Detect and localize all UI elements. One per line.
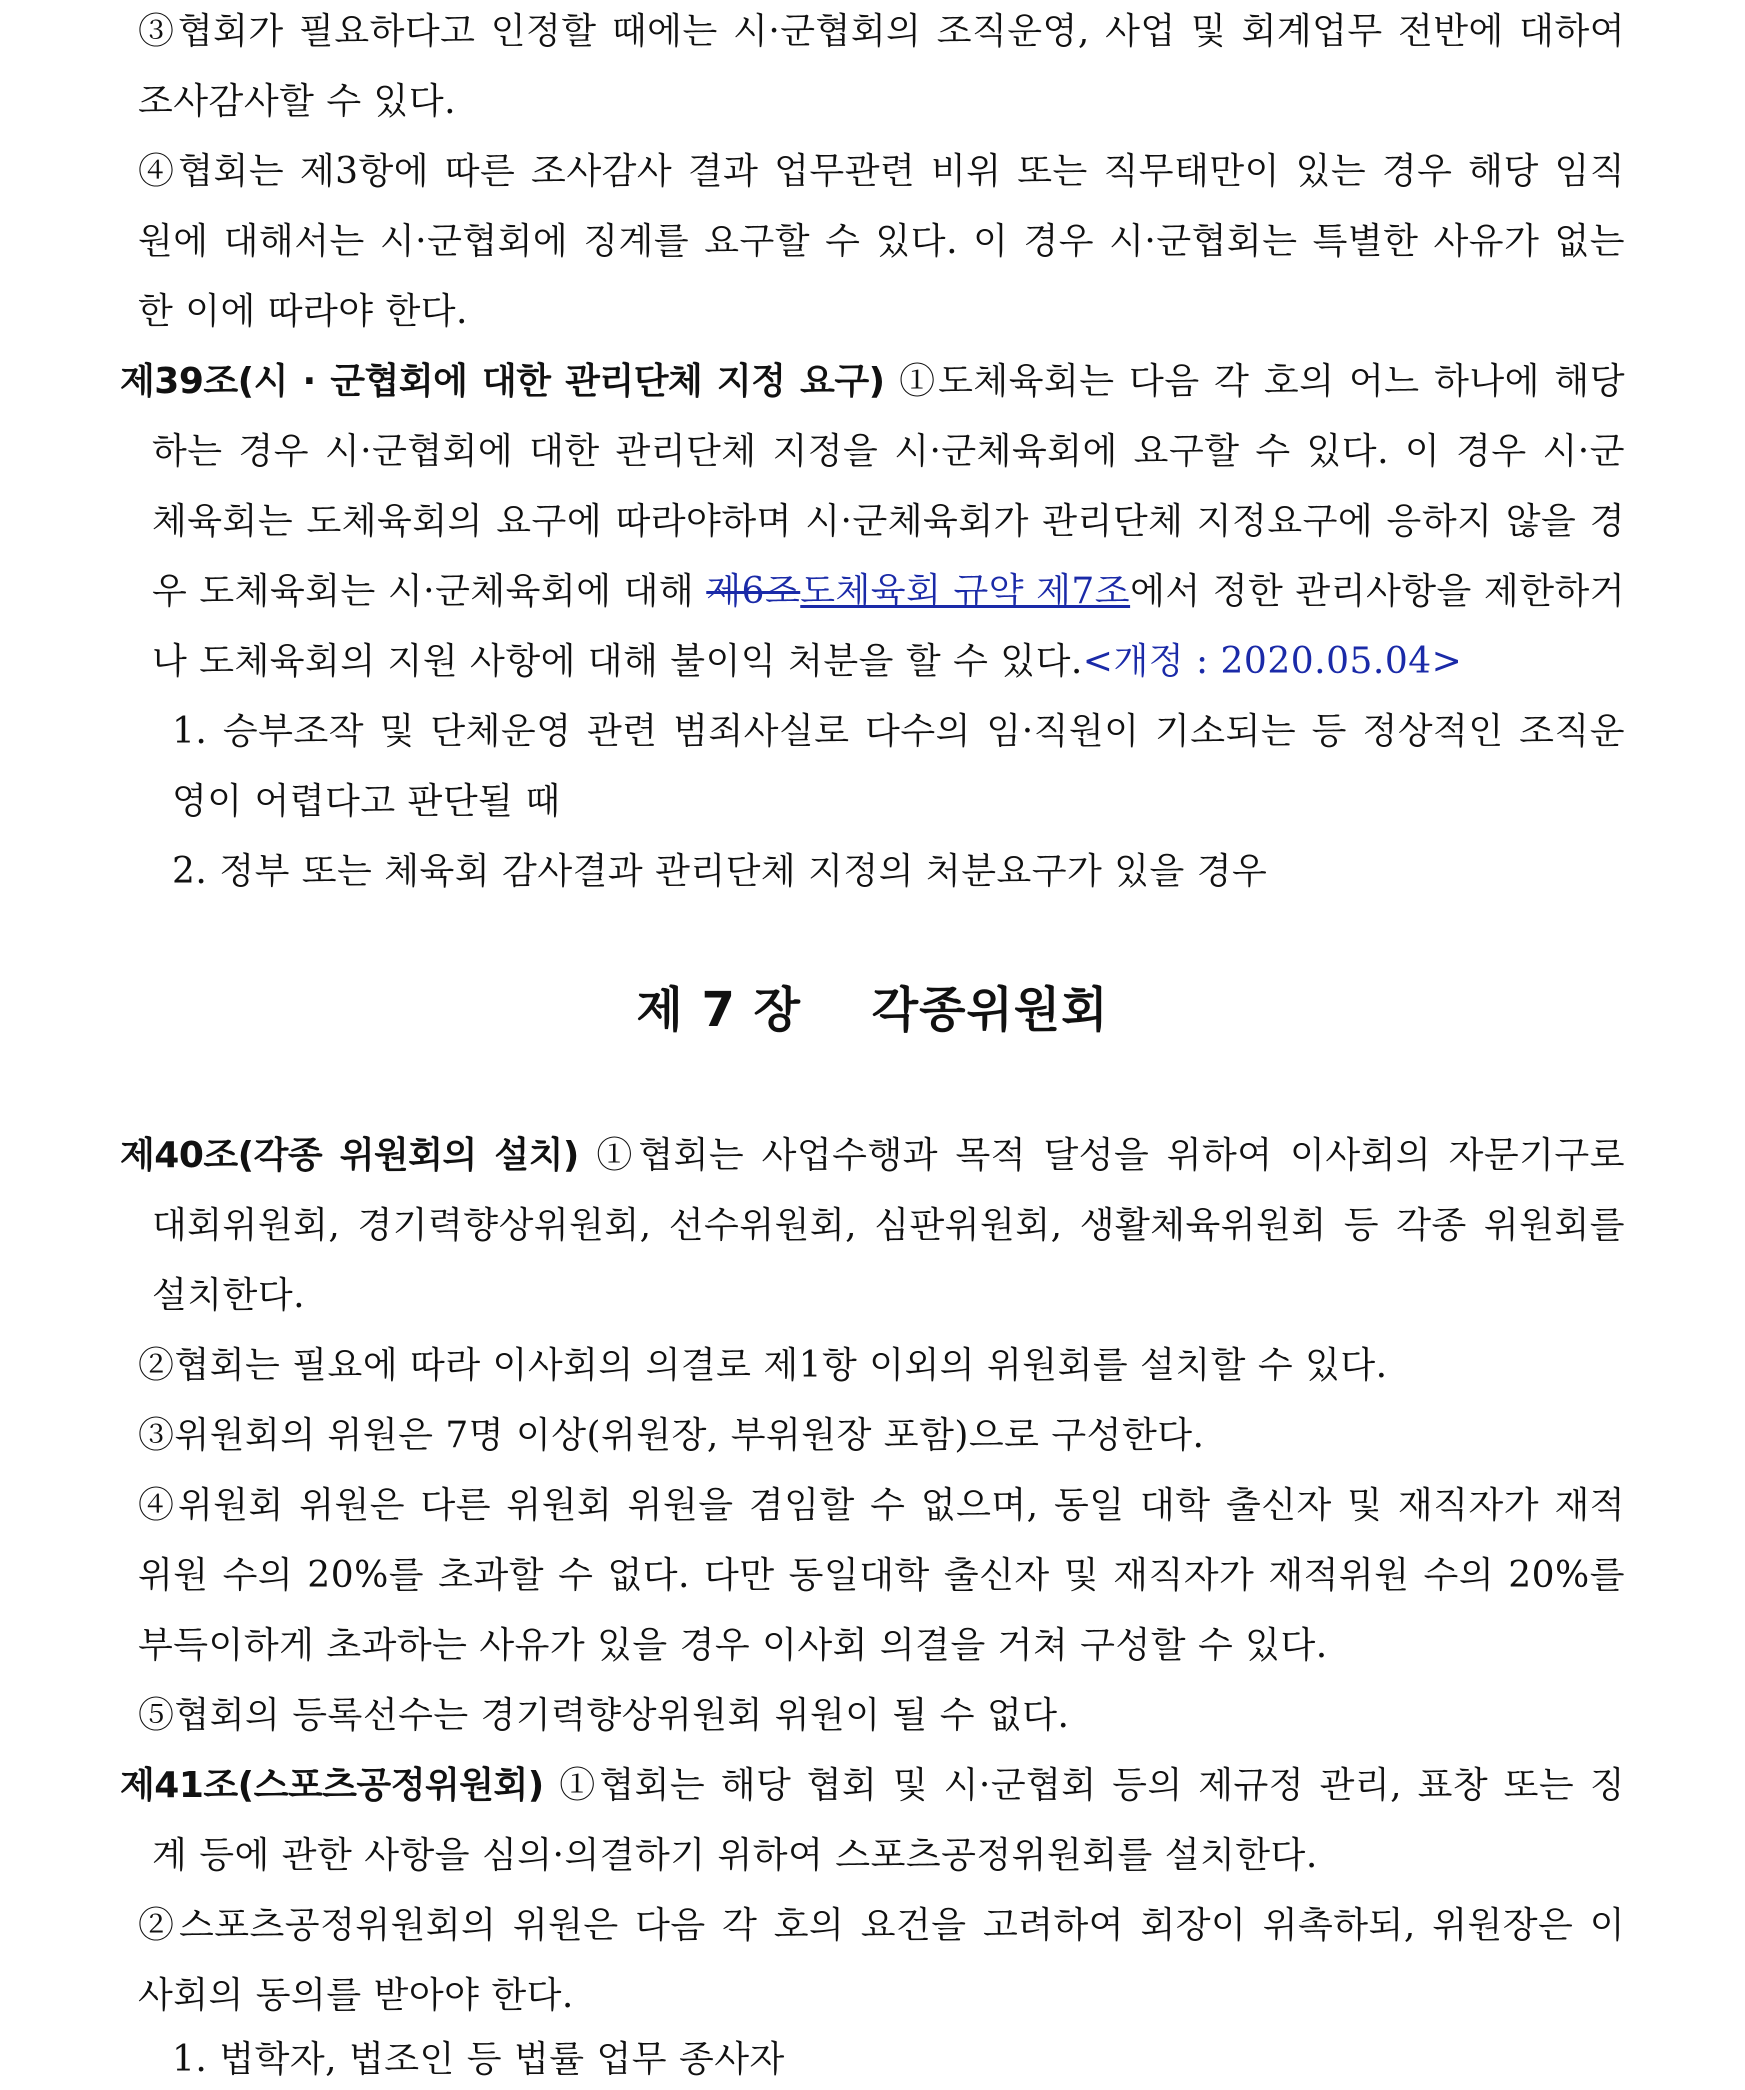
art38-p4-line2: 원에 대해서는 시·군협회에 징계를 요구할 수 있다. 이 경우 시·군협회는 특별한 사유가 없는 [138, 221, 1625, 262]
art39-title: 제39조(시 · 군협회에 대한 관리단체 지정 요구) [120, 361, 885, 402]
art40-p4-line1: ④위원회 위원은 다른 위원회 위원을 겸임할 수 없으며, 동일 대학 출신자 및 재직자가 재적 [138, 1485, 1625, 1526]
art41-title: 제41조(스포츠공정위원회) [120, 1765, 544, 1806]
art40-p3: ③위원회의 위원은 7명 이상(위원장, 부위원장 포함)으로 구성한다. [138, 1415, 1205, 1456]
art38-p3-line2: 조사감사할 수 있다. [138, 81, 457, 122]
art38-p3-line1: ③협회가 필요하다고 인정할 때에는 시·군협회의 조직운영, 사업 및 회계업무 전반에 대하여 [138, 11, 1625, 52]
art39-item1-line2: 영이 어렵다고 판단될 때 [172, 781, 561, 822]
art39-item2: 2. 정부 또는 체육회 감사결과 관리단체 지정의 처분요구가 있을 경우 [172, 851, 1268, 892]
art40-line3: 설치한다. [152, 1275, 306, 1316]
art41-line2: 계 등에 관한 사항을 심의·의결하기 위하여 스포츠공정위원회를 설치한다. [152, 1835, 1318, 1876]
inserted-text: 도체육회 규약 제7조 [800, 571, 1131, 612]
art40-p5: ⑤협회의 등록선수는 경기력향상위원회 위원이 될 수 없다. [138, 1695, 1070, 1736]
art41-line1-text: ①협회는 해당 협회 및 시·군협회 등의 제규정 관리, 표창 또는 징 [559, 1765, 1625, 1806]
art41-item1: 1. 법학자, 법조인 등 법률 업무 종사자 [172, 2039, 785, 2080]
art39-line1 [120, 358, 1625, 406]
art39-item1-line1: 1. 승부조작 및 단체운영 관련 범죄사실로 다수의 임·직원이 기소되는 등 정상적인 조직운 [172, 711, 1625, 752]
art40-title: 제40조(각종 위원회의 설치) [120, 1135, 579, 1176]
art39-line4-post: 에서 정한 관리사항을 제한하거 [1130, 571, 1626, 612]
art40-line1-text: ①협회는 사업수행과 목적 달성을 위하여 이사회의 자문기구로 [596, 1135, 1625, 1176]
art39-line5 [152, 638, 1462, 686]
art39-line4 [152, 568, 1625, 616]
art40-p4-line2: 위원 수의 20%를 초과할 수 없다. 다만 동일대학 출신자 및 재직자가 재적위원 수의 20%를 [138, 1555, 1625, 1596]
art40-p4-line3: 부득이하게 초과하는 사유가 있을 경우 이사회 의결을 거쳐 구성할 수 있다. [138, 1625, 1328, 1666]
art39-line2: 하는 경우 시·군협회에 대한 관리단체 지정을 시·군체육회에 요구할 수 있다. 이 경우 시·군 [152, 431, 1625, 472]
chapter-heading: 제 7 장 각종위원회 [636, 982, 1109, 1038]
art40-p2: ②협회는 필요에 따라 이사회의 의결로 제1항 이외의 위원회를 설치할 수 있다. [138, 1345, 1388, 1386]
revision-note: <개정 : 2020.05.04> [1082, 641, 1463, 682]
art39-line4-pre: 우 도체육회는 시·군체육회에 대해 [152, 571, 695, 612]
art38-p4-line3: 한 이에 따라야 한다. [138, 291, 468, 332]
art39-line5-text: 나 도체육회의 지원 사항에 대해 불이익 처분을 할 수 있다. [152, 641, 1083, 682]
art41-line1 [120, 1762, 1625, 1810]
deleted-text: 제6조 [706, 571, 801, 612]
art41-p2-line1: ②스포츠공정위원회의 위원은 다음 각 호의 요건을 고려하여 회장이 위촉하되, 위원장은 이 [138, 1905, 1625, 1946]
art41-p2-line2: 사회의 동의를 받아야 한다. [138, 1975, 574, 2016]
art40-line1 [120, 1132, 1625, 1180]
art39-line1-text: ①도체육회는 다음 각 호의 어느 하나에 해당 [899, 361, 1625, 402]
art38-p4-line1: ④협회는 제3항에 따른 조사감사 결과 업무관련 비위 또는 직무태만이 있는 경우 해당 임직 [138, 151, 1625, 192]
art40-line2: 대회위원회, 경기력향상위원회, 선수위원회, 심판위원회, 생활체육위원회 등 각종 위원회를 [152, 1205, 1625, 1246]
art39-line3: 체육회는 도체육회의 요구에 따라야하며 시·군체육회가 관리단체 지정요구에 응하지 않을 경 [152, 501, 1625, 542]
